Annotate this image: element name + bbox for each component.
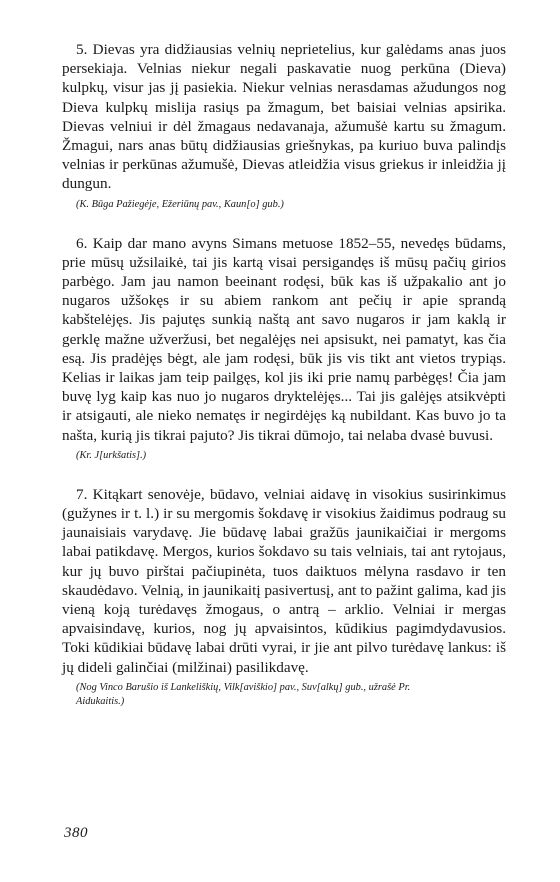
story-5-source: (K. Būga Pažiegėje, Ežeriūnų pav., Kaun[o] gub.) (76, 198, 284, 210)
story-6-text: 6. Kaip dar mano avyns Simans metuose 1852–55, nevedęs būdams, prie mūsų užsilaikė, tai jis kartą visai persigandęs iš mūsų pačių girios parbėgo. Jam jau namon beeinant rodęsi, būk kas iš užpakalio ant jo nugaros užšokęs ir su abiem rankom ant pečių ir apie sprandą kabštelėjęs. Jis pajutęs sunkią naštą ant savo nugaros ir jam kaklą ir gerklę mažne užveržusi, bet negalėjęs nei apsisukt, nei pamatyt, kas čia esą. Jis pradėjęs bėgt, ale jam rodęsi, būk jis vis tikt ant vietos trypiąs. Kelias ir laikas jam teip pailgęs, kol jis iki prie namų parbėgęs! Čia jam buvę lyg kaip kas nuo jo nugaros dryktelėjęs... Tai jis galėjęs atsikvėpti ir atsigauti, ale nieko nematęs ir negirdėjęs ką nubildant. Kas buvo jo ta našta, kurią jis tikrai pajuto? Jis tikrai dūmojo, tai nelaba dvasė buvusi. (62, 234, 506, 444)
paragraph-gap (62, 463, 506, 485)
page-number: 380 (64, 825, 88, 841)
story-7-text: 7. Kitąkart senovėje, būdavo, velniai aidavę in visokius susirinkimus (gužynes ir t. l.) ir su mergomis šokdavę ir visokius žaidimus podraug su jaunaisiais varydavę. Jie būdavę labai gražūs jaunikaičiai ir mergoms labai patikdavę. Mergos, kurios šokdavo su tais velniais, tai ant rytojaus, kur jų buvo pirštai pačiupinėta, tuos daiktuos mėlyna rasdavo ir ten skaudėdavo. Velnią, in jaunikaitį pasivertusį, ant to pažint galima, kad jis vieną koją turėdavęs žmogaus, o antrą – arklio. Velniai ir mergas apvaisindavę, kurios, nog jų apvaisintos, kūdikius pagimdydavusios. Toki kūdikiai būdavę labai drūti vyrai, ir jie ant pilvo turėdavę lankus: iš jų dideli galinčiai (milžinai) pasilikdavę. (62, 485, 506, 676)
story-7-source-line-2: Aidukaitis.) (76, 695, 125, 707)
book-page (62, 40, 506, 709)
story-5-text: 5. Dievas yra didžiausias velnių neprietelius, kur galėdams anas juos persekiaja. Velnias niekur negali paskavatie nuog perkūna (Dieva) kulpkų, visur jas jį pasiekia. Niekur velnias nerasdamas ažudungos nog Dieva kulpkų mislija rasiųs pa žmagum, bet baisiai velnias apsirika. Dievas velniui ir dėl žmagaus nedavanaja, ažumušė kartu su žmagum. Žmagui, nars anas būtų didžiausias griešnykas, pa kuriuo buva palindįs velnias ir perkūnas ažumušė, Dievas atleidžia visus griekus ir inleidžia jį dungun. (62, 41, 506, 193)
story-6-source: (Kr. J[urkšatis].) (76, 449, 147, 461)
paragraph-gap (62, 212, 506, 234)
story-7-source-line-1: (Nog Vinco Barušio iš Lankeliškių, Vilk[aviškio] pav., Suv[alkų] gub., užrašė Pr. (76, 681, 411, 693)
